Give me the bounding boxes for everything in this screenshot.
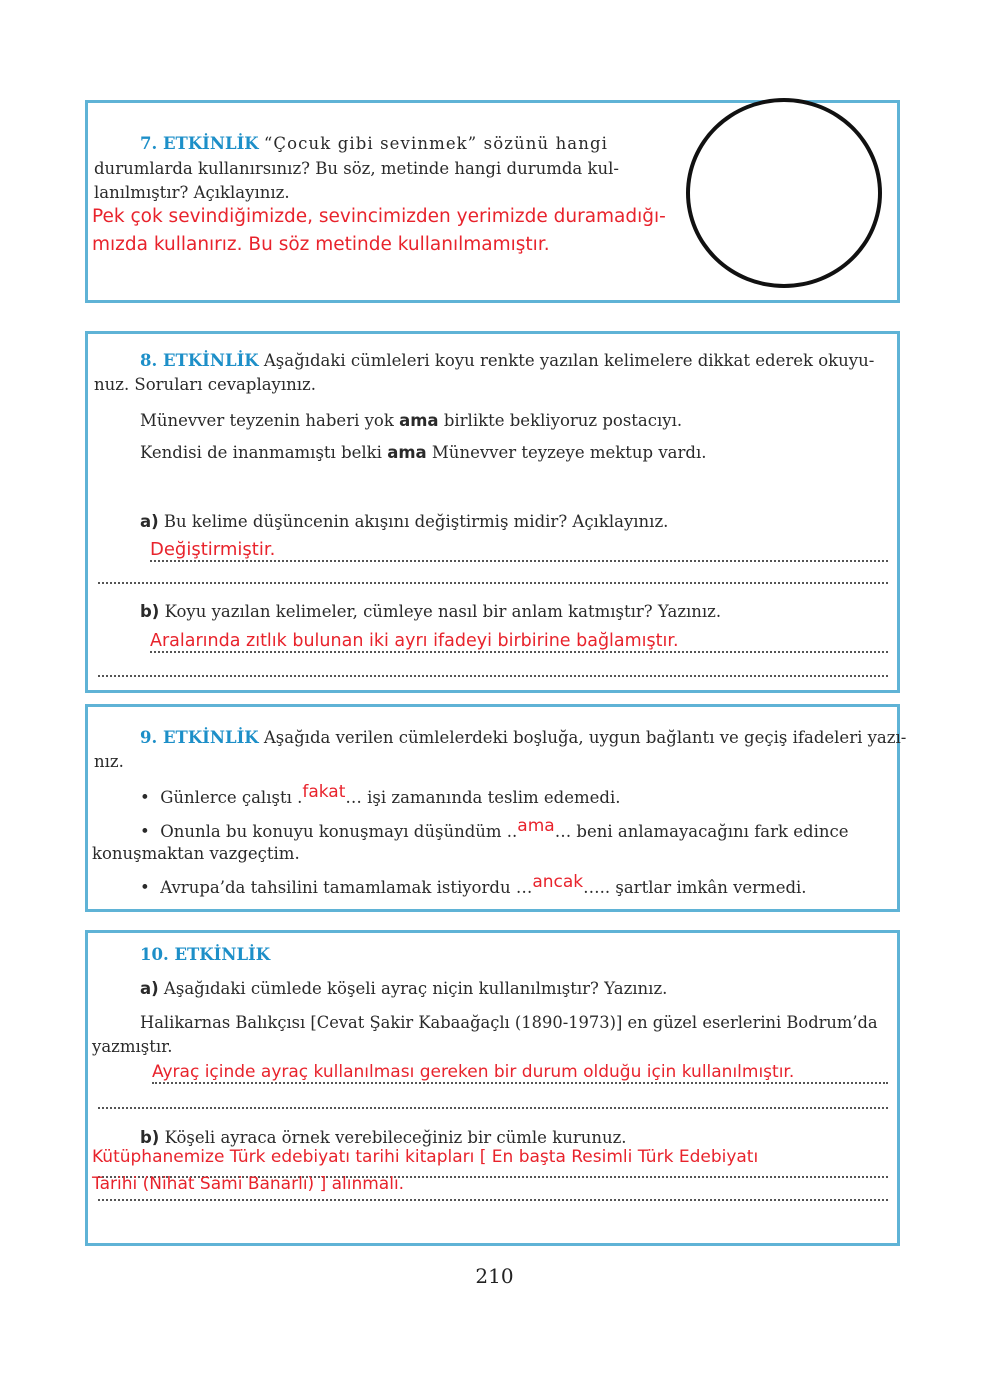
activity-10-answer-b-line2: Tarihi (Nihat Sami Banarlı) ] alınmalı. xyxy=(92,1174,405,1194)
activity-10-sample-line2: yazmıştır. xyxy=(92,1037,173,1056)
activity-10-sample-line1: Halikarnas Balıkçısı [Cevat Şakir Kabaağaçlı (1890-1973)] en güzel eserlerini Bodrum’da xyxy=(140,1013,878,1032)
activity-7-line2: durumlarda kullanırsınız? Bu söz, metinde hangi durumda kul- xyxy=(94,159,619,178)
activity-7-answer-line1: Pek çok sevindiğimizde, sevincimizden yerimizde duramadığı- xyxy=(92,206,666,227)
activity-7-line3: lanılmıştır? Açıklayınız. xyxy=(94,183,290,202)
activity-8-question-a: a) Bu kelime düşüncenin akışını değiştirmiş midir? Açıklayınız. xyxy=(140,512,669,531)
activity-9-answer-1: fakat xyxy=(302,782,346,802)
activity-9-intro2: nız. xyxy=(94,752,124,771)
bullet: • xyxy=(140,788,150,807)
activity-8-intro2: nuz. Soruları cevaplayınız. xyxy=(94,375,316,394)
activity-8-sentence1: Münevver teyzenin haberi yok ama birlikte bekliyoruz postacıyı. xyxy=(140,411,683,430)
activity-7-line1: 7. ETKİNLİK “Çocuk gibi sevinmek” sözünü hangi xyxy=(140,134,609,153)
activity-9-heading: 9. ETKİNLİK xyxy=(140,728,259,747)
activity-8-intro1: 8. ETKİNLİK Aşağıdaki cümleleri koyu renkte yazılan kelimelere dikkat ederek okuyu- xyxy=(140,351,875,370)
answer-line xyxy=(152,1082,888,1084)
page-number: 210 xyxy=(475,1264,514,1288)
answer-line xyxy=(98,582,888,584)
activity-8-answer-a: Değiştirmiştir. xyxy=(150,539,276,560)
activity-9-answer-3: ancak xyxy=(532,872,584,892)
activity-8-question-b: b) Koyu yazılan kelimeler, cümleye nasıl bir anlam katmıştır? Yazınız. xyxy=(140,602,722,621)
activity-8-heading: 8. ETKİNLİK xyxy=(140,351,259,370)
answer-line xyxy=(98,675,888,677)
activity-9-item3: • Avrupa’da tahsilini tamamlamak istiyordu …ancak….. şartlar imkân vermedi. xyxy=(140,872,807,897)
activity-9-answer-2: ama xyxy=(517,816,555,836)
answer-line xyxy=(98,1107,888,1109)
image-placeholder-circle xyxy=(686,98,882,288)
answer-line xyxy=(150,560,888,562)
bullet: • xyxy=(140,822,150,841)
answer-line xyxy=(98,1199,888,1201)
activity-8-answer-b: Aralarında zıtlık bulunan iki ayrı ifadeyi birbirine bağlamıştır. xyxy=(150,631,679,651)
activity-9-item2-line2: konuşmaktan vazgeçtim. xyxy=(92,844,300,863)
answer-line xyxy=(150,651,888,653)
activity-10-answer-a: Ayraç içinde ayraç kullanılması gereken bir durum olduğu için kullanılmıştır. xyxy=(152,1062,795,1082)
activity-10-question-a: a) Aşağıdaki cümlede köşeli ayraç niçin kullanılmıştır? Yazınız. xyxy=(140,979,668,998)
activity-10-answer-b-line1: Kütüphanemize Türk edebiyatı tarihi kitapları [ En başta Resimli Türk Edebiyatı xyxy=(92,1147,759,1167)
activity-7-answer-line2: mızda kullanırız. Bu söz metinde kullanılmamıştır. xyxy=(92,234,550,255)
activity-9-intro1: 9. ETKİNLİK Aşağıda verilen cümlelerdeki boşluğa, uygun bağlantı ve geçiş ifadeleri yazı- xyxy=(140,728,907,747)
bullet: • xyxy=(140,878,150,897)
activity-9-item2: • Onunla bu konuyu konuşmayı düşündüm ..ama… beni anlamayacağını fark edince xyxy=(140,816,849,841)
activity-10-heading: 10. ETKİNLİK xyxy=(140,945,271,964)
activity-10-question-b: b) Köşeli ayraca örnek verebileceğiniz bir cümle kurunuz. xyxy=(140,1128,627,1147)
activity-7-heading: 7. ETKİNLİK xyxy=(140,134,259,153)
activity-9-item1: • Günlerce çalıştı .fakat… işi zamanında teslim edemedi. xyxy=(140,782,621,807)
activity-8-sentence2: Kendisi de inanmamıştı belki ama Münevver teyzeye mektup vardı. xyxy=(140,443,707,462)
